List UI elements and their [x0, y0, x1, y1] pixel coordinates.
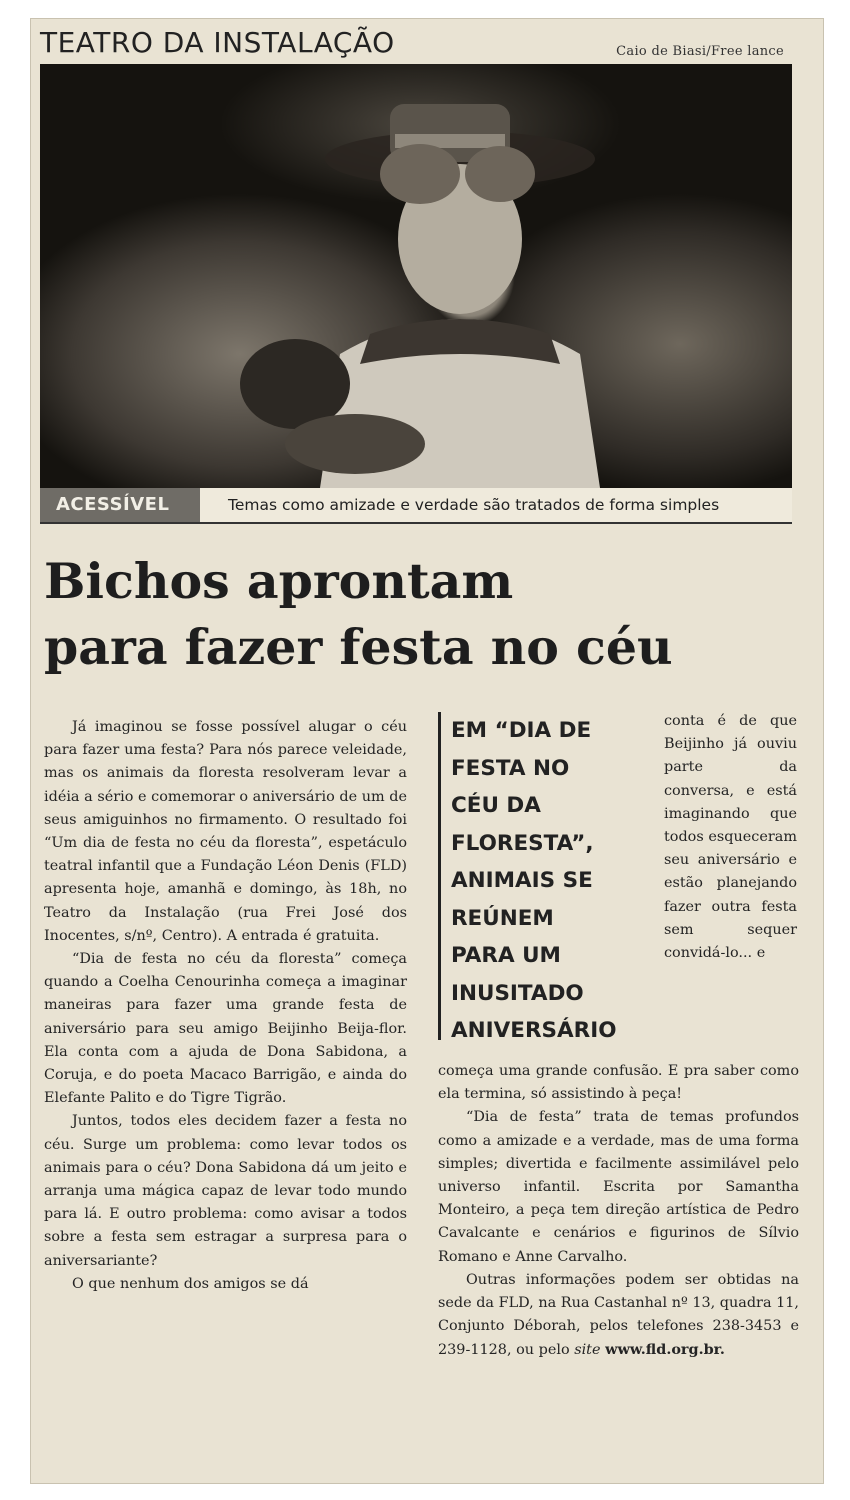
- headline: [44, 548, 804, 680]
- paragraph-4-continued: conta é de que Beijinho já ouviu parte da conversa, e está imaginando que todos esqueceram seu aniversário e estão planejando fazer outra festa sem sequer convidá-lo... e: [664, 713, 797, 962]
- pull-quote-line: REÚNEM: [451, 905, 554, 931]
- pull-quote-line: FESTA NO: [451, 755, 570, 781]
- section-title: TEATRO DA INSTALAÇÃO: [40, 26, 395, 59]
- website-url: www.fld.org.br.: [605, 1341, 725, 1359]
- photo-credit: Caio de Biasi/Free lance: [616, 44, 784, 59]
- pull-quote-line: CÉU DA: [451, 793, 541, 818]
- article-column-2: [438, 1060, 799, 1363]
- paragraph-4-start: O que nenhum dos amigos se dá: [72, 1275, 309, 1292]
- paragraph-4-end: começa uma grande confusão. E pra saber como ela termina, só assistindo à peça!: [438, 1063, 799, 1103]
- headline-line-1: Bichos aprontam: [44, 552, 514, 610]
- paragraph-6: [438, 1269, 799, 1363]
- site-word: site: [574, 1342, 601, 1359]
- caption-tag: ACESSÍVEL: [40, 488, 200, 522]
- pull-quote-line: INUSITADO: [451, 980, 584, 1006]
- paragraph-6-text: Outras informações podem ser obtidas na sede da FLD, na Rua Castanhal nº 13, quadra 11, Conjunto Déborah, pelos telefones 238-3453 e 239-1128, ou pelo: [438, 1271, 799, 1359]
- pull-quote-line: EM “DIA DE: [451, 718, 592, 743]
- pull-quote-line: ANIMAIS SE: [451, 868, 593, 893]
- article-column-3: [664, 710, 797, 965]
- photo-caption-bar: [40, 488, 792, 524]
- paragraph-5: “Dia de festa” trata de temas profundos como a amizade e a verdade, mas de uma forma simples; divertida e facilmente assimilável pelo universo infantil. Escrita por Samantha Monteiro, a peça tem direção artística de Pedro Cavalcante e cenários e figurinos de Sílvio Romano e Anne Carvalho.: [438, 1109, 799, 1265]
- performer-illustration: [40, 64, 792, 488]
- pull-quote-line: ANIVERSÁRIO: [451, 1018, 617, 1043]
- paragraph-3: Juntos, todos eles decidem fazer a festa no céu. Surge um problema: como levar todos os animais para o céu? Dona Sabidona dá um jeito e arranja uma mágica capaz de levar todo mundo para lá. E outro problema: como avisar a todos sobre a festa sem estragar a surpresa para o aniversariante?: [44, 1113, 407, 1269]
- caption-text: Temas como amizade e verdade são tratados de forma simples: [228, 496, 720, 514]
- pull-quote: [438, 712, 638, 1043]
- article-photo: [40, 64, 792, 488]
- article-column-1: [44, 716, 407, 1296]
- pull-quote-line: PARA UM: [451, 943, 561, 968]
- paragraph-2: “Dia de festa no céu da floresta” começa quando a Coelha Cenourinha começa a imaginar maneiras para fazer uma grande festa de aniversário para seu amigo Beijinho Beija-flor. Ela conta com a ajuda de Dona Sabidona, a Coruja, e do poeta Macaco Barrigão, e ainda do Elefante Palito e do Tigre Tigrão.: [44, 951, 407, 1107]
- pull-quote-line: FLORESTA”,: [451, 830, 594, 856]
- headline-line-2: para fazer festa no céu: [44, 618, 673, 676]
- paragraph-1: Já imaginou se fosse possível alugar o céu para fazer uma festa? Para nós parece veleidade, mas os animais da floresta resolveram levar a idéia a sério e comemorar o aniversário de um de seus amiguinhos no firmamento. O resultado foi “Um dia de festa no céu da floresta”, espetáculo teatral infantil que a Fundação Léon Denis (FLD) apresenta hoje, amanhã e domingo, às 18h, no Teatro da Instalação (rua Frei José dos Inocentes, s/nº, Centro). A entrada é gratuita.: [44, 719, 407, 944]
